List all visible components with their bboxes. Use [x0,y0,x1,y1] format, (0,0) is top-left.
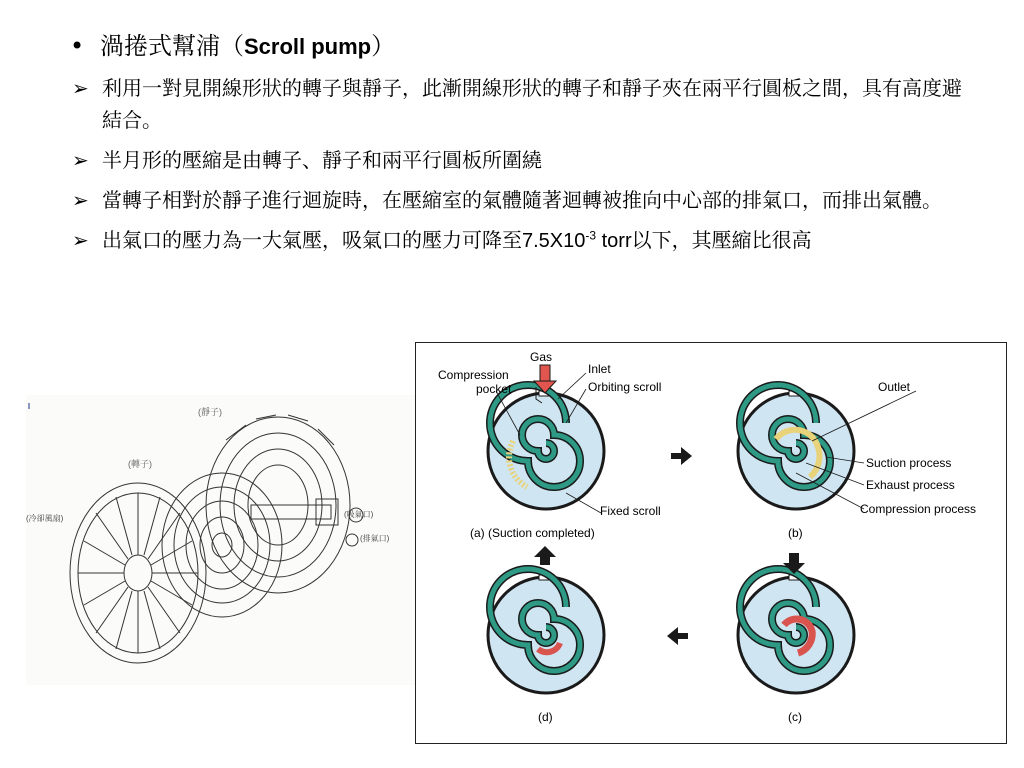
caption-c: (c) [788,710,802,724]
arrow-up-icon [534,546,556,565]
scroll-operation-diagram [415,342,1007,744]
diagram-a [488,385,604,509]
label-orbiting-scroll: Orbiting scroll [588,380,662,394]
label-compression-process: Compression process [860,502,977,516]
arrow-bullet-icon: ➢ [72,76,89,100]
title-bullet: • [70,32,85,60]
arrow-bullet-icon: ➢ [72,228,89,252]
bullet-list [72,72,972,265]
diagram-c [738,569,854,693]
arrow-bullet-icon: ➢ [72,188,89,212]
bullet-item [72,184,972,216]
bullet-text: 利用一對見開線形狀的轉子與靜子，此漸開線形狀的轉子和靜子夾在兩平行圓板之間，具有高度避結合。 [102,76,962,132]
label-compression-pocket-line1: Compression [438,368,509,382]
bullet-text-pre: 出氣口的壓力為一大氣壓，吸氣口的壓力可降至 [102,228,522,252]
label-inlet-zh: (吸氣口) [344,510,374,519]
title-zh: 渦捲式幫浦（ [100,32,244,60]
bullet-text: 當轉子相對於靜子進行迴旋時，在壓縮室的氣體隨著迴轉被推向中心部的排氣口，而排出氣體。 [102,188,942,212]
bullet-text: 半月形的壓縮是由轉子、靜子和兩平行圓板所圍繞 [102,148,542,172]
title-en: Scroll pump [244,34,372,59]
label-compression-pocket-line2: pocket [476,382,512,396]
slide-title [70,30,395,63]
bullet-item [72,72,972,136]
pressure-unit: torr [596,230,632,252]
label-inlet: Inlet [588,362,611,376]
label-cooling-fan: (冷卻風扇) [26,514,64,523]
bullet-text-post: 以下，其壓縮比很高 [631,228,812,252]
label-outlet: Outlet [878,380,911,394]
pressure-value: 7.5X10 [522,230,586,252]
label-fixed-scroll: Fixed scroll [600,504,661,518]
arrow-left-icon [667,627,688,645]
pressure-exponent: -3 [585,228,597,243]
label-outlet-zh: (排氣口) [360,534,390,543]
caption-b: (b) [788,526,803,540]
label-gas: Gas [530,350,553,364]
caption-a: (a) (Suction completed) [470,526,595,540]
bullet-item [72,144,972,176]
label-stator: (靜子) [198,407,222,417]
label-suction-process: Suction process [866,456,952,470]
label-rotor: (轉子) [128,459,152,469]
caption-d: (d) [538,710,553,724]
diagram-b [738,385,854,509]
label-exhaust-process: Exhaust process [866,478,955,492]
arrow-bullet-icon: ➢ [72,148,89,172]
arrow-right-icon [671,447,692,465]
title-close: ） [371,32,396,60]
scroll-pump-exploded-drawing [26,395,418,685]
diagram-d [488,569,604,693]
bullet-item [72,224,972,257]
